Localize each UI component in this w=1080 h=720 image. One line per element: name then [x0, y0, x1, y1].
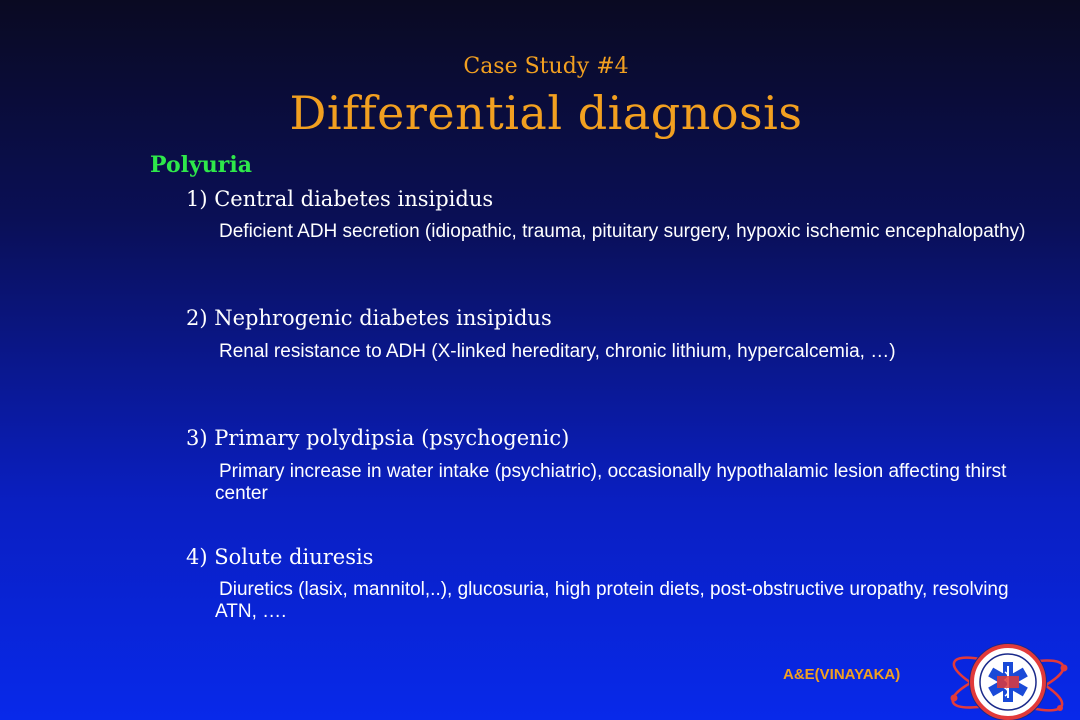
- item-detail: Deficient ADH secretion (idiopathic, trauma, pituitary surgery, hypoxic ischemic encephalopathy): [219, 221, 1026, 242]
- slide-subtitle: Case Study #4: [463, 54, 629, 79]
- item-heading: 1) Central diabetes insipidus: [186, 187, 494, 211]
- item-detail: Primary increase in water intake (psychiatric), occasionally hypothalamic lesion affecting thirst center: [215, 461, 1007, 504]
- section-heading: Polyuria: [150, 152, 252, 178]
- item-heading: 3) Primary polydipsia (psychogenic): [186, 426, 570, 450]
- item-heading: 4) Solute diuresis: [186, 545, 374, 569]
- emergency-medicine-emblem-icon: [948, 632, 1076, 720]
- item-heading: 2) Nephrogenic diabetes insipidus: [186, 306, 552, 330]
- slide-title: Differential diagnosis: [289, 86, 803, 140]
- footer-label: A&E(VINAYAKA): [783, 666, 901, 683]
- item-detail: Diuretics (lasix, mannitol,..), glucosuria, high protein diets, post-obstructive uropathy, resolving ATN, ….: [215, 579, 1009, 622]
- item-detail: Renal resistance to ADH (X-linked hereditary, chronic lithium, hypercalcemia, …): [219, 341, 896, 362]
